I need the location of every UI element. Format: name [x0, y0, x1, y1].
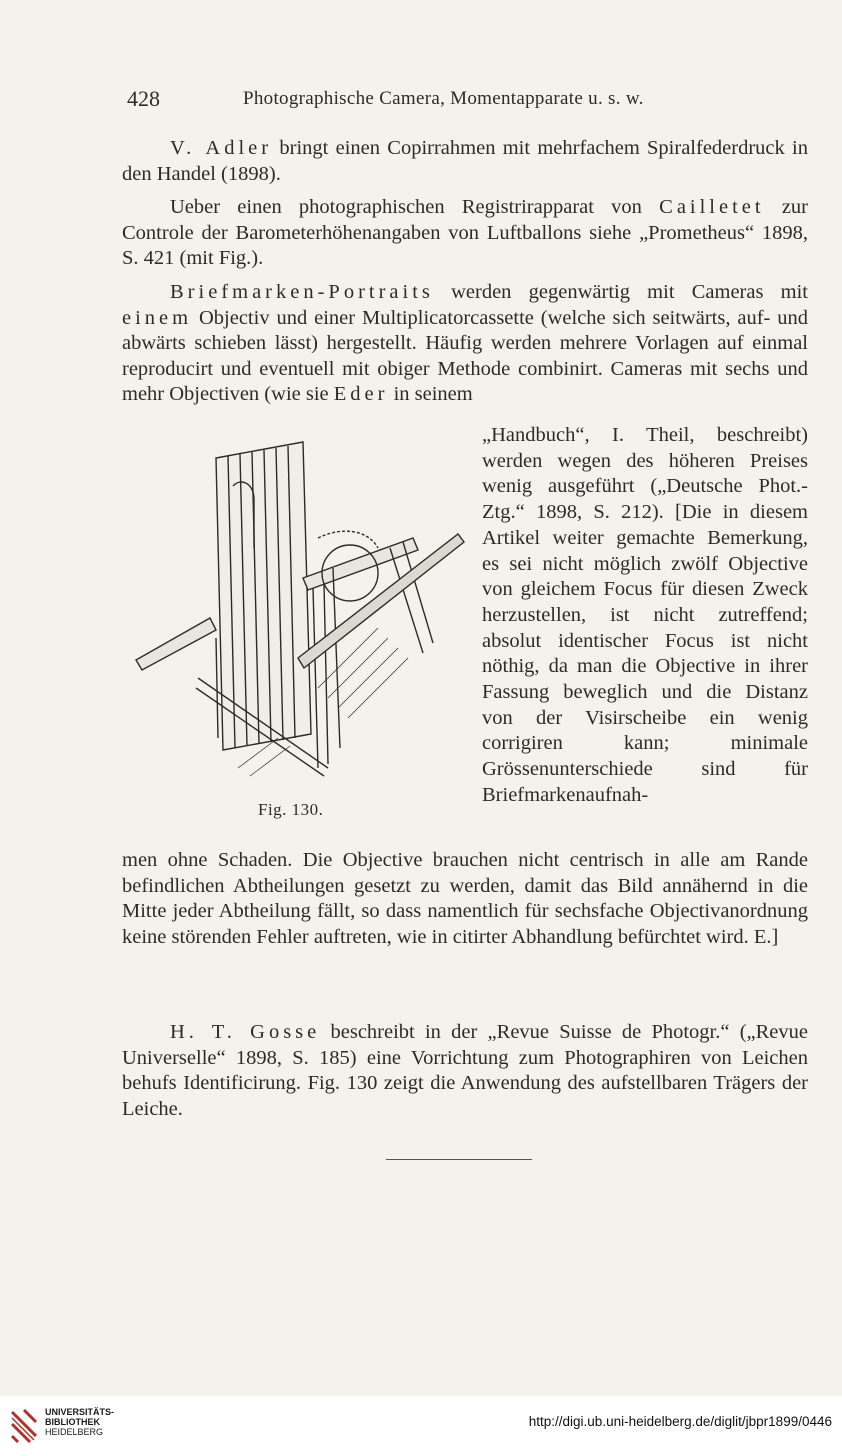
page-number: 428: [127, 86, 160, 111]
library-footer: [0, 1396, 842, 1456]
paragraph-gosse-text: beschreibt in der „Revue Suisse de Photogr.“ („Revue Universelle“ 1898, S. 185) eine Vorrichtung zum Photographiren von Leichen behufs Identificirung. Fig. 130 zeigt die Anwendung des aufstellbaren Trägers der Leiche.: [122, 1021, 808, 1120]
paragraph-briefmarken-a: werden gegenwärtig mit Cameras mit: [433, 281, 808, 303]
name-adler: V. Adler: [170, 137, 273, 159]
source-url-link[interactable]: http://digi.ub.uni-heidelberg.de/diglit/jbpr1899/0446: [528, 1414, 832, 1429]
paragraph-adler-text: bringt einen Copirrahmen mit mehrfachem Spiralfederdruck in den Handel (1898).: [122, 137, 808, 185]
paragraph-briefmarken-c: in seinem: [388, 383, 473, 405]
running-title: Photographische Camera, Momentapparate u. s. w.: [243, 88, 644, 109]
university-library-logo-icon: [8, 1406, 40, 1446]
end-rule: [386, 1159, 532, 1160]
library-name-line-2: BIBLIOTHEK: [45, 1417, 100, 1427]
name-eder: Eder: [333, 383, 389, 405]
paragraph-cailletet-pre: Ueber einen photographischen Registrirapparat von: [170, 196, 660, 218]
name-gosse: H. T. Gosse: [170, 1021, 321, 1043]
library-name: [45, 1407, 114, 1437]
paragraph-gosse: [122, 1020, 808, 1122]
figure-caption: Fig. 130.: [258, 800, 324, 819]
paragraph-briefmarken: [122, 280, 808, 408]
term-briefmarken-portraits: Briefmarken-Portraits: [170, 281, 434, 303]
library-name-line-1: UNIVERSITÄTS-: [45, 1407, 115, 1417]
paragraph-cailletet: [122, 195, 808, 272]
name-cailletet: Cailletet: [659, 196, 765, 218]
library-name-line-3: HEIDELBERG: [45, 1427, 104, 1437]
paragraph-adler: [122, 136, 808, 187]
paragraph-cailletet-text: zur Controle der Barometerhöhenangaben von Luftballons siehe „Prometheus“ 1898, S. 421 (mit Fig.).: [122, 196, 808, 269]
paragraph-briefmarken-b: Objectiv und einer Multiplicatorcassette (welche sich seitwärts, auf- und abwärts schieben lässt) hergestellt. Häufig werden mehrere Vorlagen auf einmal reproducirt und eventuell mit obiger Methode combinirt. Cameras mit sechs und mehr Objectiven (wie sie: [122, 306, 808, 405]
paragraph-briefmarken-continued: men ohne Schaden. Die Objective brauchen nicht centrisch in alle am Rande befindlichen Abtheilungen gesetzt zu werden, damit das Bild annähernd in die Mitte jeder Abtheilung fällt, so dass namentlich für sechsfache Objectivanordnung keine störenden Fehler auftreten, wie in citirter Abhandlung befürchtet wird. E.]: [122, 849, 808, 948]
figure-130-illustration: [128, 438, 473, 803]
emphasis-einem: einem: [122, 306, 193, 329]
paragraph-briefmarken-wrapped: „Handbuch“, I. Theil, beschreibt) werden wegen des höheren Preises wenig ausgeführt („Deutsche Phot.-Ztg.“ 1898, S. 212). [Die in diesem Artikel weiter gemachte Bemerkung, es sei nicht möglich zwölf Objective von gleichem Focus für diesen Zweck herzustellen, ist nicht zutreffend; absolut identischer Focus ist nicht nöthig, da man die Objective in ihrer Fassung beweglich und die Distanz von der Visirscheibe ein wenig corrigiren kann; minimale Grössenunterschiede sind für Briefmarkenaufnah-: [482, 424, 808, 806]
